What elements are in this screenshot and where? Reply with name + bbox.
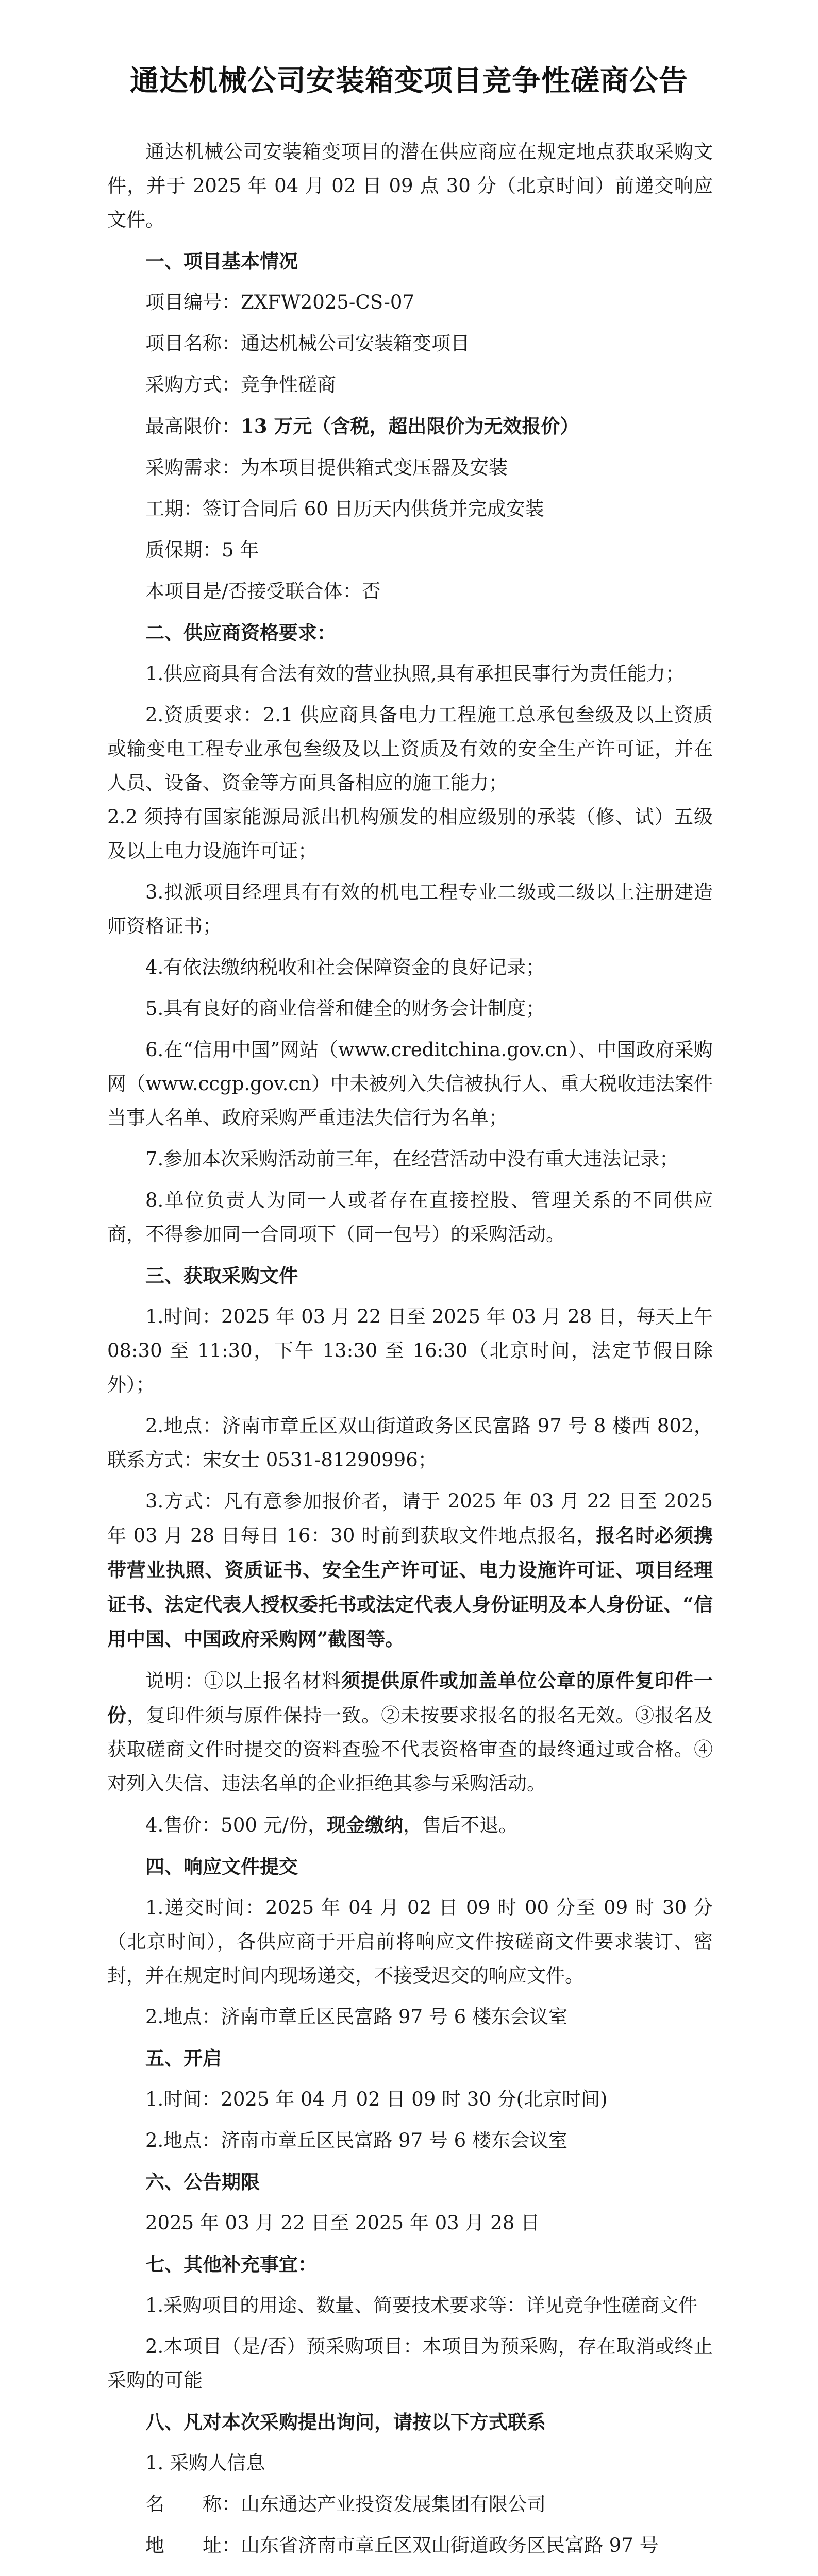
opening-location: 2.地点：济南市章丘区民富路 97 号 6 楼东会议室: [145, 2129, 567, 2151]
qualification-item-1: 1.供应商具有合法有效的营业执照,具有承担民事行为责任能力；: [145, 663, 685, 685]
submission-location: 2.地点：济南市章丘区民富路 97 号 6 楼东会议室: [145, 2006, 567, 2028]
opening-time: 1.时间：2025 年 04 月 02 日 09 时 30 分(北京时间): [145, 2088, 608, 2110]
warranty-period: 质保期：5 年: [145, 539, 259, 561]
section-heading-opening: 五、开启: [145, 2047, 222, 2070]
max-price-value: 13 万元（含税，超出限价为无效报价）: [241, 415, 579, 437]
section-heading-project-info: 一、项目基本情况: [145, 250, 298, 273]
notice-period: 2025 年 03 月 22 日至 2025 年 03 月 28 日: [145, 2212, 540, 2234]
qualification-item-2-text: 2.资质要求：2.1 供应商具备电力工程施工总承包叁级及以上资质或输变电工程专业承包叁级及以上资质及有效的安全生产许可证，并在人员、设备、资金等方面具备相应的施工能力；: [107, 704, 713, 794]
section-heading-notice-period: 六、公告期限: [145, 2171, 260, 2193]
obtain-method: [107, 1484, 713, 1656]
max-price-label: 最高限价：: [145, 415, 241, 437]
buyer-name-value: 山东通达产业投资发展集团有限公司: [241, 2493, 546, 2515]
intro-paragraph: 通达机械公司安装箱变项目的潜在供应商应在规定地点获取采购文件，并于 2025 年 04 月 02 日 09 点 30 分（北京时间）前递交响应文件。: [107, 141, 713, 231]
max-price: [107, 409, 713, 444]
qualification-item-2: [107, 698, 713, 868]
buyer-name: [107, 2487, 713, 2521]
buyer-name-label: 名 称：: [145, 2493, 241, 2515]
obtain-location: 2.地点：济南市章丘区双山街道政务区民富路 97 号 8 楼西 802，联系方式：宋女士 0531-81290996；: [107, 1415, 713, 1471]
document-price-lead: 4.售价：500 元/份，: [145, 1814, 327, 1836]
page-title: 通达机械公司安装箱变项目竞争性磋商公告: [130, 64, 688, 98]
supplementary-item-2: 2.本项目（是/否）预采购项目：本项目为预采购，存在取消或终止采购的可能: [107, 2335, 713, 2392]
obtain-method-text: 3.方式：凡有意参加报价者，请于 2025 年 03 月 22 日至 2025 年 03 月 28 日每日 16：30 时前到获取文件地点报名，: [107, 1490, 713, 1547]
section-heading-submission: 四、响应文件提交: [145, 1855, 298, 1878]
project-number: 项目编号：ZXFW2025-CS-07: [145, 291, 415, 313]
document-price-payment: 现金缴纳: [327, 1814, 404, 1836]
buyer-contact: [107, 2570, 713, 2576]
project-name: 项目名称：通达机械公司安装箱变项目: [145, 332, 470, 354]
submission-time: 1.递交时间：2025 年 04 月 02 日 09 时 00 分至 09 时 30 分（北京时间），各供应商于开启前将响应文件按磋商文件要求装订、密封，并在规定时间内现场递交，不接受迟交的响应文件。: [107, 1896, 713, 1987]
announcement-body: [107, 135, 713, 2576]
obtain-note: [107, 1664, 713, 1801]
qualification-item-7: 7.参加本次采购活动前三年，在经营活动中没有重大违法记录；: [145, 1148, 679, 1170]
obtain-note-rest: ，复印件须与原件保持一致。②未按要求报名的报名无效。③报名及获取磋商文件时提交的资料查验不代表资格审查的最终通过或合格。④对列入失信、违法名单的企业拒绝其参与采购活动。: [107, 1704, 713, 1794]
document-price: [107, 1808, 713, 1842]
buyer-address-value: 山东省济南市章丘区双山街道政务区民富路 97 号: [241, 2534, 659, 2556]
buyer-address: [107, 2529, 713, 2563]
qualification-item-2b-text: 2.2 须持有国家能源局派出机构颁发的相应级别的承装（修、试）五级及以上电力设施许可证；: [107, 806, 713, 862]
obtain-note-lead: 说明：①以上报名材料: [145, 1670, 341, 1692]
section-heading-obtain-documents: 三、获取采购文件: [145, 1264, 298, 1287]
buyer-address-label: 地 址：: [145, 2534, 241, 2556]
qualification-item-5: 5.具有良好的商业信誉和健全的财务会计制度；: [145, 997, 545, 1020]
obtain-method-required-materials: 报名时必须携带营业执照、资质证书、安全生产许可证、电力设施许可证、项目经理证书、法定代表人授权委托书或法定代表人身份证明及本人身份证、“信用中国、中国政府采购网”截图等。: [107, 1524, 713, 1650]
procurement-method: 采购方式：竞争性磋商: [145, 374, 336, 396]
procurement-demand: 采购需求：为本项目提供箱式变压器及安装: [145, 456, 508, 479]
section-heading-qualifications: 二、供应商资格要求：: [145, 621, 336, 644]
qualification-item-8: 8.单位负责人为同一人或者存在直接控股、管理关系的不同供应商，不得参加同一合同项下（同一包号）的采购活动。: [107, 1189, 713, 1245]
document-price-rest: ，售后不退。: [403, 1814, 518, 1836]
consortium-policy: 本项目是/否接受联合体：否: [145, 580, 381, 602]
section-heading-supplementary: 七、其他补充事宜：: [145, 2253, 317, 2276]
obtain-note-emphasis: 须提供原件或加盖单位公章的原件复印件一份: [107, 1669, 713, 1726]
supplementary-item-1: 1.采购项目的用途、数量、简要技术要求等：详见竞争性磋商文件: [145, 2294, 698, 2316]
construction-period: 工期：签订合同后 60 日历天内供货并完成安装: [145, 498, 544, 520]
obtain-time: 1.时间：2025 年 03 月 22 日至 2025 年 03 月 28 日，每天上午 08:30 至 11:30，下午 13:30 至 16:30（北京时间，法定节假日除外）；: [107, 1306, 713, 1396]
qualification-item-3: 3.拟派项目经理具有有效的机电工程专业二级或二级以上注册建造师资格证书；: [107, 881, 713, 937]
buyer-info-heading: 1. 采购人信息: [145, 2452, 265, 2474]
qualification-item-4: 4.有依法缴纳税收和社会保障资金的良好记录；: [145, 956, 545, 978]
section-heading-contact: 八、凡对本次采购提出询问，请按以下方式联系: [145, 2411, 546, 2433]
qualification-item-6: 6.在“信用中国”网站（www.creditchina.gov.cn）、中国政府采购网（www.ccgp.gov.cn）中未被列入失信被执行人、重大税收违法案件当事人名单、政府采购严重违法失信行为名单；: [107, 1039, 713, 1129]
